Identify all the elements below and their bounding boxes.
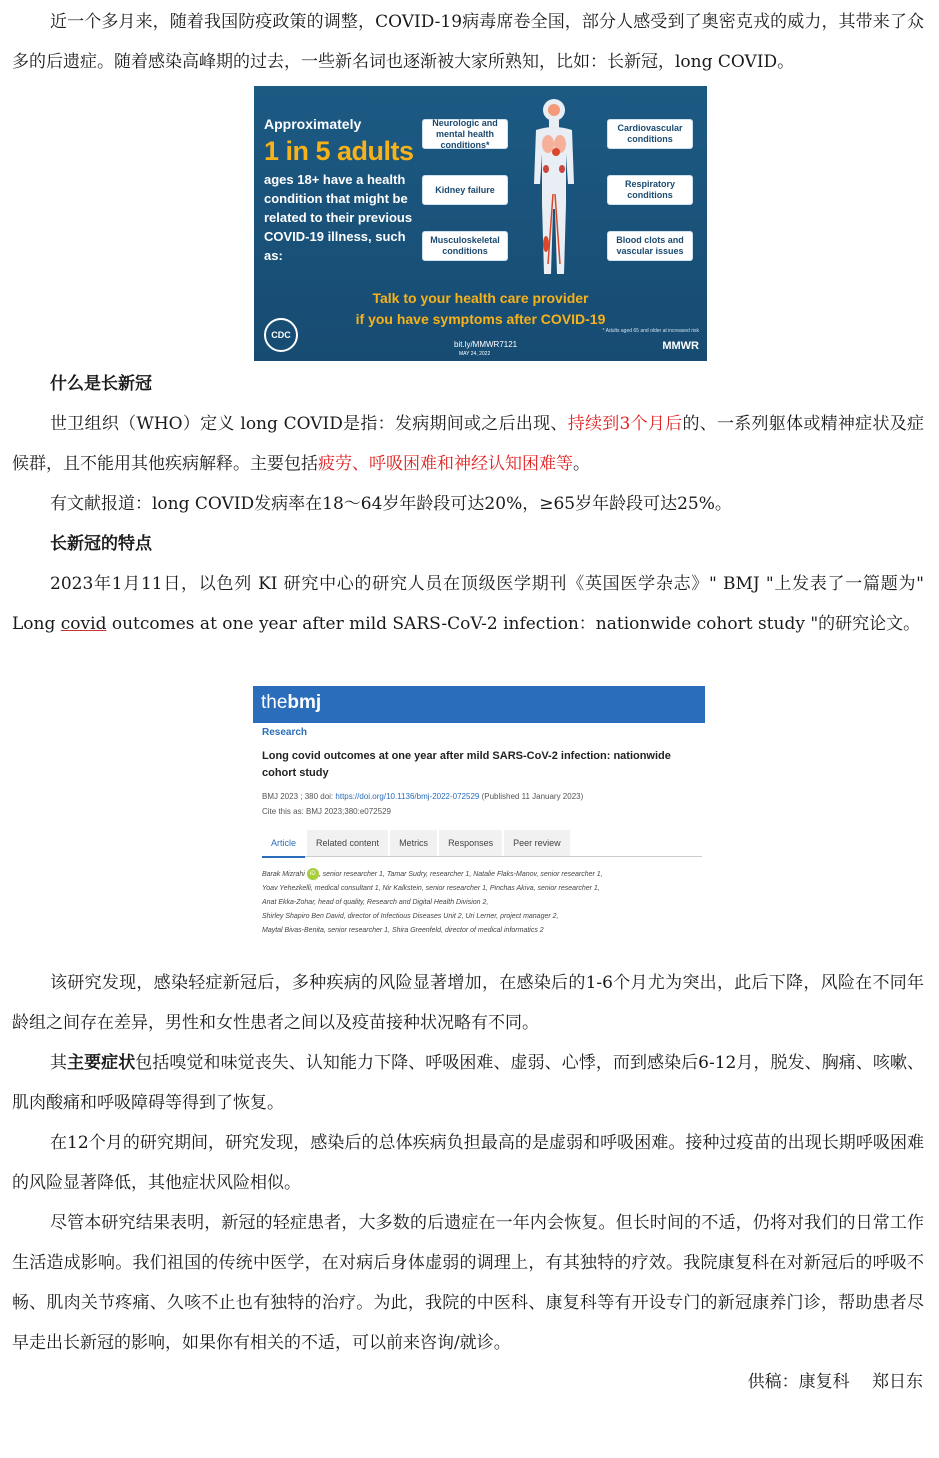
bmj-logo-the: the <box>261 692 288 713</box>
condition-blood-clots: Blood clots and vascular issues <box>607 231 693 261</box>
section-heading-features: 长新冠的特点 <box>50 534 152 554</box>
symptoms-bold: 主要症状 <box>67 1053 136 1073</box>
study-text-a: 2023年1月11日，以色列 KI 研究中心的研究人员在顶级医学期刊《英国医学杂志》" BMJ "上发表了一篇题为" Long <box>12 574 924 634</box>
cdc-logo: CDC <box>264 318 298 352</box>
mmwr-brand: MMWR <box>662 340 699 352</box>
section-heading-what: 什么是长新冠 <box>50 374 152 394</box>
bmj-section-label: Research <box>262 727 308 738</box>
study-underlined-word: covid <box>60 614 107 634</box>
cdc-infographic <box>254 86 707 361</box>
tab-article[interactable]: Article <box>262 830 305 858</box>
condition-neurologic: Neurologic and mental health conditions* <box>422 119 508 149</box>
condition-kidney: Kidney failure <box>422 175 508 205</box>
def-text-c: 。 <box>573 454 590 474</box>
cdc-cta-line1: Talk to your health care provider <box>372 290 589 306</box>
findings-paragraph-1: 该研究发现，感染轻症新冠后，多种疾病的风险显著增加，在感染后的1-6个月尤为突出，此后下降，风险在不同年龄组之间存在差异，男性和女性患者之间以及疫苗接种状况略有不同。 <box>12 973 924 1033</box>
bmj-logo <box>261 692 321 714</box>
bmj-article-screenshot <box>253 686 705 940</box>
bmj-tabs <box>262 830 702 857</box>
cdc-link: bit.ly/MMWR7121 <box>454 340 518 349</box>
bmj-published: (Published 11 January 2023) <box>479 792 584 801</box>
symptoms-text-a: 其 <box>50 1053 68 1073</box>
conclusion-paragraph: 尽管本研究结果表明，新冠的轻症患者，大多数的后遗症在一年内会恢复。但长时间的不适，仍将对我们的日常工作生活造成影响。我们祖国的传统中医学，在对病后身体虚弱的调理上，有其独特的疗效。我院康复科在对新冠后的呼吸不畅、肌肉关节疼痛、久咳不止也有独特的治疗。为此，我院的中医科、康复科等有开设专门的新冠康养门诊，帮助患者尽早走出长新冠的影响，如果你有相关的不适，可以前来咨询/就诊。 <box>12 1213 924 1353</box>
orcid-icon[interactable]: iD <box>307 868 319 880</box>
signature: 供稿：康复科 郑日东 <box>747 1372 923 1392</box>
findings-paragraph-3: 在12个月的研究期间，研究发现，感染后的总体疾病负担最高的是虚弱和呼吸困难。接种过疫苗的出现长期呼吸困难的风险显著降低，其他症状风险相似。 <box>12 1133 924 1193</box>
condition-cardiovascular: Cardiovascular conditions <box>607 119 693 149</box>
tab-related-content[interactable]: Related content <box>307 830 388 856</box>
cdc-cta-line2: if you have symptoms after COVID-19 <box>355 311 606 327</box>
intro-paragraph: 近一个多月来，随着我国防疫政策的调整，COVID-19病毒席卷全国，部分人感受到了奥密克戎的威力，其带来了众多的后遗症。随着感染高峰期的过去，一些新名词也逐渐被大家所熟知，比如：长新冠，long COVID。 <box>12 12 924 72</box>
condition-musculoskeletal: Musculoskeletal conditions <box>422 231 508 261</box>
def-highlight-duration: 持续到3个月后 <box>567 414 683 434</box>
condition-respiratory: Respiratory conditions <box>607 175 693 205</box>
definition-paragraph <box>12 404 924 484</box>
bmj-doi-link[interactable]: https://doi.org/10.1136/bmj-2022-072529 <box>335 792 480 801</box>
cdc-headline: 1 in 5 adults <box>264 136 414 166</box>
author-line: Anat Ekka-Zohar, head of quality, Research and Digital Health Division 2, <box>262 899 489 906</box>
bmj-citation <box>262 792 583 801</box>
cdc-note: * Adults aged 65 and older at increased risk <box>602 328 699 334</box>
bmj-authors <box>262 868 702 938</box>
author-line: Maytal Bivas-Benita, senior researcher 1, Shira Greenfeld, director of medical informatics 2 <box>262 927 544 934</box>
bmj-cite-journal: BMJ 2023 ; 380 doi: <box>262 792 336 801</box>
body-figure-icon <box>524 94 584 279</box>
def-text-b: 的、一系列躯体或精神症状及症候群，且不能用其他疾病解释。主要包括 <box>12 414 925 474</box>
def-highlight-symptoms: 疲劳、呼吸困难和神经认知困难等 <box>318 454 573 474</box>
cdc-cta <box>254 288 707 330</box>
bmj-article-title: Long covid outcomes at one year after mild SARS-CoV-2 infection: nationwide cohort study <box>262 750 671 779</box>
author-line: Yoav Yehezkelli, medical consultant 1, Nir Kalkstein, senior researcher 1, Pinchas Akiva, senior researcher 1, <box>262 885 600 892</box>
bmj-logo-bmj: bmj <box>287 692 322 713</box>
tab-responses[interactable]: Responses <box>439 830 502 856</box>
cdc-approx: Approximately <box>264 116 362 132</box>
incidence-paragraph: 有文献报道：long COVID发病率在18～64岁年龄段可达20%，≥65岁年龄段可达25%。 <box>50 494 732 514</box>
cdc-date: MAY 24, 2022 <box>459 351 491 357</box>
study-text-b: outcomes at one year after mild SARS-CoV-2 infection：nationwide cohort study "的研究论文。 <box>106 614 921 634</box>
symptoms-text-b: 包括嗅觉和味觉丧失、认知能力下降、呼吸困难、虚弱、心悸，而到感染后6-12月，脱发、胸痛、咳嗽、肌肉酸痛和呼吸障碍等得到了恢复。 <box>12 1053 924 1113</box>
author-rest: , senior researcher 1, Tamar Sudry, researcher 1, Natalie Flaks-Manov, senior researcher 1, <box>318 871 603 878</box>
bmj-cite-as: Cite this as: BMJ 2023;380:e072529 <box>262 807 391 816</box>
author-line: Shirley Shapiro Ben David, director of Infectious Diseases Unit 2, Uri Lerner, project manager 2, <box>262 913 559 920</box>
cdc-body: ages 18+ have a health condition that might be related to their previous COVID-19 illness, such as: <box>264 172 413 263</box>
findings-paragraph-2 <box>12 1043 924 1123</box>
def-text-a: 世卫组织（WHO）定义 long COVID是指：发病期间或之后出现、 <box>50 414 568 434</box>
author-line <box>262 868 702 882</box>
tab-peer-review[interactable]: Peer review <box>504 830 570 856</box>
study-intro-paragraph <box>12 564 924 644</box>
author-name[interactable]: Barak Mizrahi <box>262 871 305 878</box>
tab-metrics[interactable]: Metrics <box>390 830 437 856</box>
